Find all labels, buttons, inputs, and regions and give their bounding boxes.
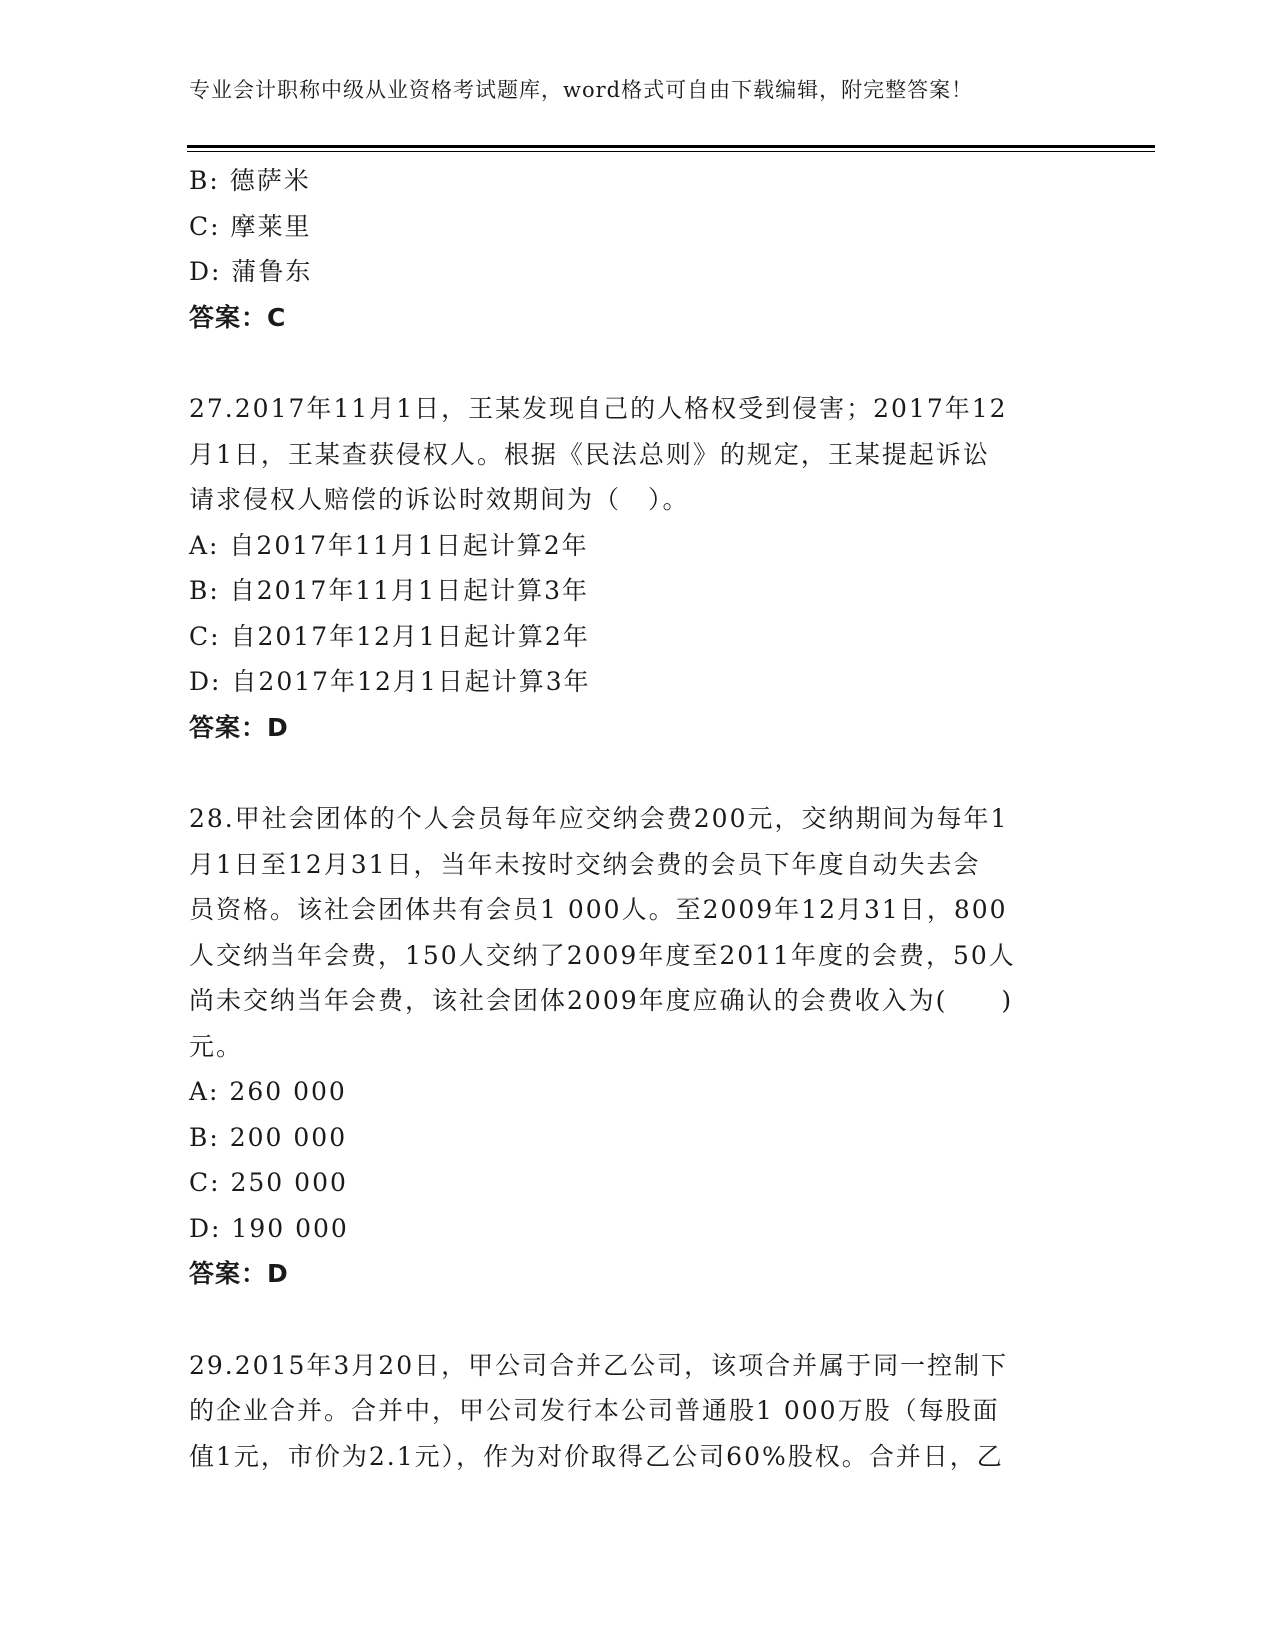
page-header: 专业会计职称中级从业资格考试题库，word格式可自由下载编辑，附完整答案！ bbox=[189, 78, 974, 102]
option-a: A: 自2017年11月1日起计算2年 bbox=[189, 530, 589, 560]
option-b: B: 200 000 bbox=[189, 1122, 348, 1152]
header-rule-thin bbox=[187, 151, 1155, 152]
question-26 bbox=[189, 158, 1089, 340]
question-stem-line: 月1日，王某查获侵权人。根据《民法总则》的规定，王某提起诉讼 bbox=[189, 439, 990, 469]
answer: 答案：C bbox=[189, 302, 287, 332]
question-stem-line: 27.2017年11月1日，王某发现自己的人格权受到侵害；2017年12 bbox=[189, 394, 1008, 423]
option-b: B: 自2017年11月1日起计算3年 bbox=[189, 576, 589, 605]
header-rule-thick bbox=[187, 145, 1155, 148]
question-stem-line: 值1元，市价为2.1元），作为对价取得乙公司60%股权。合并日，乙 bbox=[189, 1441, 1004, 1471]
option-d: D: 190 000 bbox=[189, 1213, 349, 1243]
question-stem-line: 29.2015年3月20日，甲公司合并乙公司，该项合并属于同一控制下 bbox=[189, 1350, 1009, 1380]
question-28 bbox=[189, 796, 1089, 1297]
answer: 答案：D bbox=[189, 712, 289, 742]
option-d: D: 自2017年12月1日起计算3年 bbox=[189, 667, 591, 696]
question-stem-line: 月1日至12月31日，当年未按时交纳会费的会员下年度自动失去会 bbox=[189, 849, 981, 879]
option-d: D: 蒲鲁东 bbox=[189, 257, 313, 286]
question-29 bbox=[189, 1343, 1089, 1480]
question-stem-line: 元。 bbox=[189, 1031, 244, 1061]
answer: 答案：D bbox=[189, 1259, 289, 1288]
option-c: C: 摩莱里 bbox=[189, 211, 312, 241]
question-stem-line: 请求侵权人赔偿的诉讼时效期间为（ ）。 bbox=[189, 485, 690, 514]
question-27 bbox=[189, 386, 1089, 750]
option-b: B: 德萨米 bbox=[189, 166, 311, 195]
question-stem-line: 员资格。该社会团体共有会员1 000人。至2009年12月31日，800 bbox=[189, 895, 1008, 924]
question-stem-line: 28.甲社会团体的个人会员每年应交纳会费200元，交纳期间为每年1 bbox=[189, 804, 1009, 833]
question-content bbox=[189, 158, 1089, 1479]
option-c: C: 自2017年12月1日起计算2年 bbox=[189, 621, 590, 651]
question-stem-line: 尚未交纳当年会费，该社会团体2009年度应确认的会费收入为( ) bbox=[189, 986, 1014, 1015]
question-stem-line: 的企业合并。合并中，甲公司发行本公司普通股1 000万股（每股面 bbox=[189, 1396, 1000, 1425]
question-stem-line: 人交纳当年会费，150人交纳了2009年度至2011年度的会费，50人 bbox=[189, 940, 1016, 970]
option-c: C: 250 000 bbox=[189, 1168, 348, 1197]
option-a: A: 260 000 bbox=[189, 1077, 347, 1106]
